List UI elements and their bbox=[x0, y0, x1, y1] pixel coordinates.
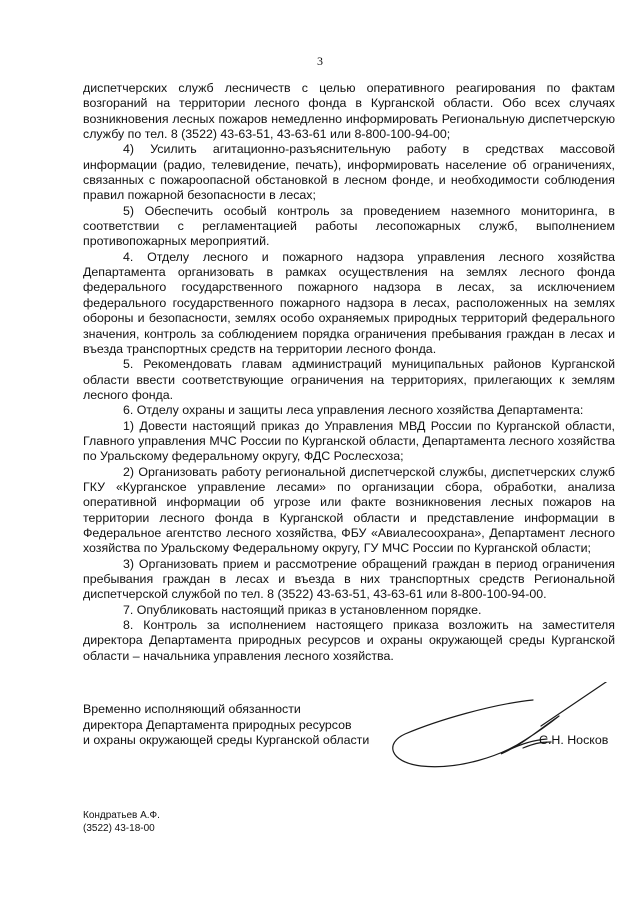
paragraph: 5) Обеспечить особый контроль за проведением наземного мониторинга, в соответствии с регламентацией работы лесопожарных служб, выполнением противопожарных мероприятий. bbox=[83, 203, 615, 249]
executor-info bbox=[83, 810, 160, 835]
executor-name: Кондратьев А.Ф. bbox=[83, 810, 160, 821]
executor-phone: (3522) 43-18-00 bbox=[83, 822, 155, 834]
paragraph: диспетчерских служб лесничеств с целью оперативного реагирования по фактам возгораний на территории лесного фонда в Курганской области. Обо всех случаях возникновения лесных пожаров немедленно информировать Региональную диспетчерскую службу по тел. 8 (3522) 43-63-51, 43-63-61 или 8-800-100-94-00; bbox=[83, 81, 615, 142]
paragraph: 4) Усилить агитационно-разъяснительную работу в средствах массовой информации (радио, телевидение, печать), информировать население об ограничениях, связанных с пожароопасной обстановкой в лесном фонде, и необходимости соблюдения правил пожарной безопасности в лесах; bbox=[83, 142, 615, 203]
paragraph: 3) Организовать прием и рассмотрение обращений граждан в период ограничения пребывания граждан в лесах и въезда в них транспортных средств Региональной диспетчерской службой по тел. 8 (3522) 43-63-51, 43-63-61 или 8-800-100-94-00. bbox=[83, 556, 615, 602]
paragraph: 1) Довести настоящий приказ до Управления МВД России по Курганской области, Главного управления МЧС России по Курганской области, Департамента лесного хозяйства по Уральскому федеральному округу, ФДС Рослесхоза; bbox=[83, 418, 615, 464]
page-number: 3 bbox=[317, 54, 323, 68]
paragraph: 4. Отделу лесного и пожарного надзора управления лесного хозяйства Департамента организовать в рамках осуществления на землях лесного фонда федерального государственного пожарного надзора в лесах, за исключением федерального государственного пожарного надзора в лесах, расположенных на землях обороны и безопасности, землях особо охраняемых природных территорий федерального значения, контроль за соблюдением порядка ограничения пребывания граждан в лесах и въезда транспортных средств на территории лесного фонда. bbox=[83, 249, 615, 356]
signer-name: С.Н. Носков bbox=[539, 733, 609, 747]
signer-title-line: Временно исполняющий обязанности bbox=[83, 702, 301, 716]
signature-block bbox=[83, 702, 615, 749]
paragraph: 7. Опубликовать настоящий приказ в установленном порядке. bbox=[123, 602, 482, 617]
handwritten-signature bbox=[383, 682, 613, 772]
paragraph: 2) Организовать работу региональной диспетчерской службы, диспетчерских служб ГКУ «Курганское управление лесами» по организации сбора, обработки, анализа оперативной информации об угрозе или факте возникновения лесных пожаров на территории лесного фонда в Курганской области и представление информации в Федеральное агентство лесного хозяйства, ФБУ «Авиалесоохрана», Департамент лесного хозяйства по Уральскому Федеральному округу, ГУ МЧС России по Курганской области; bbox=[83, 464, 615, 556]
paragraph: 6. Отделу охраны и защиты леса управления лесного хозяйства Департамента: bbox=[123, 403, 584, 418]
document-body bbox=[83, 81, 615, 664]
signer-title-line: директора Департамента природных ресурсов bbox=[83, 717, 352, 732]
paragraph: 5. Рекомендовать главам администраций муниципальных районов Курганской области ввести соответствующие ограничения на территориях, прилегающих к землям лесного фонда. bbox=[83, 357, 615, 402]
paragraph: 8. Контроль за исполнением настоящего приказа возложить на заместителя директора Департамента природных ресурсов и охраны окружающей среды Курганской области – начальника управления лесного хозяйства. bbox=[83, 618, 615, 663]
signer-title-line: и охраны окружающей среды Курганской области bbox=[83, 733, 370, 747]
